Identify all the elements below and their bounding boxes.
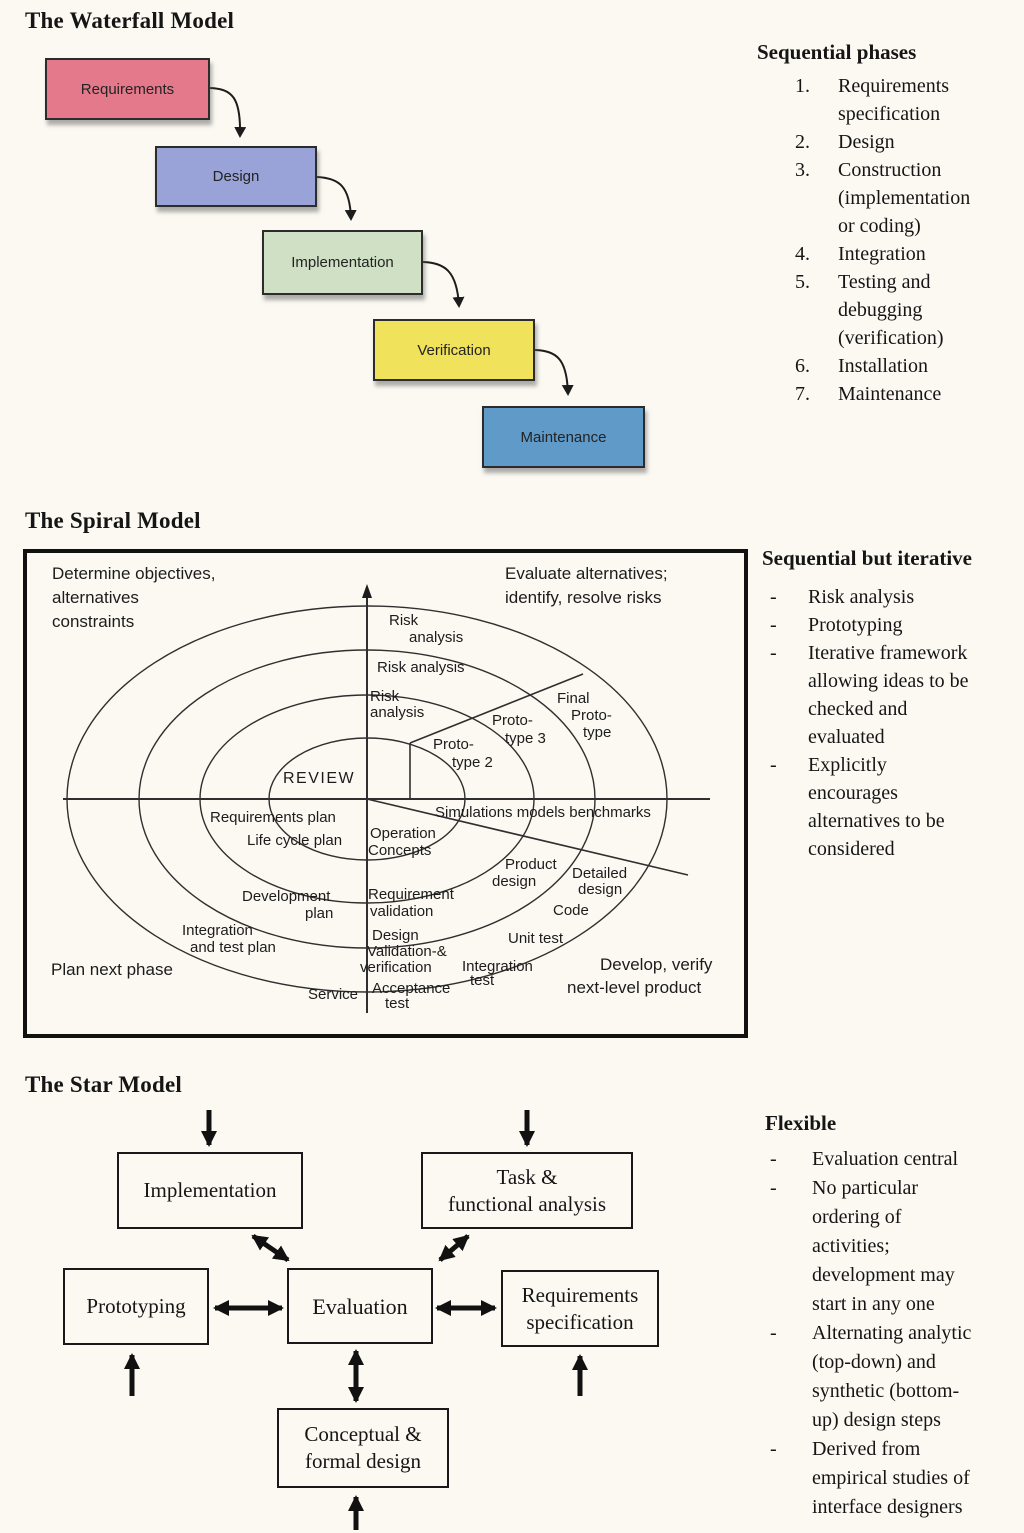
spiral-label: Validation-& bbox=[367, 943, 447, 960]
arrow-implementation-evaluation bbox=[253, 1236, 288, 1260]
spiral-label: Integration bbox=[462, 958, 533, 975]
spiral-label: REVIEW bbox=[283, 770, 356, 787]
list-item-marker: 7. bbox=[795, 383, 810, 405]
sequential-iterative-heading: Sequential but iterative bbox=[762, 546, 972, 570]
list-item-text: Construction (implementation or coding) bbox=[838, 159, 971, 237]
spiral-label: alternatives bbox=[52, 588, 139, 607]
list-item-marker: 1. bbox=[795, 75, 810, 97]
spiral-label: design bbox=[492, 873, 537, 890]
spiral-label: type bbox=[583, 724, 612, 741]
spiral-label: Proto- bbox=[492, 712, 533, 729]
spiral-label: Requirement bbox=[368, 886, 454, 903]
spiral-label: Proto- bbox=[433, 736, 474, 753]
list-item-text: Risk analysis bbox=[808, 586, 915, 608]
spiral-label: Plan next phase bbox=[51, 960, 173, 979]
list-item-text: Integration bbox=[838, 243, 926, 265]
list-item-marker: 2. bbox=[795, 131, 810, 153]
list-item bbox=[770, 1319, 1024, 1435]
star-box-implementation bbox=[117, 1152, 303, 1229]
waterfall-box-design bbox=[155, 146, 317, 207]
spiral-label: Proto- bbox=[571, 707, 612, 724]
star-box-label: Prototyping bbox=[86, 1294, 186, 1318]
spiral-label: and test plan bbox=[190, 939, 276, 956]
list-item-marker: - bbox=[770, 586, 777, 608]
spiral-label: Risk bbox=[389, 612, 419, 629]
list-item-text: Maintenance bbox=[838, 383, 942, 405]
spiral-label: identify, resolve risks bbox=[505, 588, 662, 607]
spiral-label: test bbox=[385, 995, 410, 1012]
spiral-section-title: The Spiral Model bbox=[25, 508, 201, 533]
list-item-marker: 6. bbox=[795, 355, 810, 377]
list-item-text: No particular ordering of activities; development may start in any one bbox=[812, 1177, 955, 1315]
spiral-label: analysis bbox=[409, 629, 464, 646]
spiral-label: Simulations models benchmarks bbox=[435, 804, 651, 821]
list-item-marker: - bbox=[770, 754, 777, 776]
list-item-marker: 3. bbox=[795, 159, 810, 181]
flexible-heading: Flexible bbox=[765, 1111, 837, 1135]
spiral-label: Integration bbox=[182, 922, 253, 939]
star-box-conceptual-formal-design bbox=[277, 1408, 449, 1488]
spiral-label: Evaluate alternatives; bbox=[505, 564, 668, 583]
list-item-text: Evaluation central bbox=[812, 1148, 959, 1170]
arrow-task-evaluation bbox=[440, 1236, 468, 1260]
flow-arrow-requirements-design bbox=[210, 88, 240, 136]
list-item-marker: - bbox=[770, 1148, 777, 1170]
spiral-label: Service bbox=[308, 986, 359, 1003]
list-item-marker: 5. bbox=[795, 271, 810, 293]
list-item-text: Explicitly encourages alternatives to be considered bbox=[808, 754, 945, 860]
spiral-label: Concepts bbox=[368, 842, 432, 859]
spiral-diagram bbox=[27, 553, 744, 1034]
spiral-label: Life cycle plan bbox=[247, 832, 343, 849]
list-item bbox=[770, 583, 1020, 611]
sequential-phases-list bbox=[795, 72, 1024, 408]
list-item-marker: - bbox=[770, 642, 777, 664]
list-item-text: Alternating analytic (top-down) and synthetic (bottom- up) design steps bbox=[812, 1322, 972, 1431]
spiral-label: verification bbox=[360, 959, 432, 976]
list-item bbox=[795, 72, 1024, 128]
list-item bbox=[770, 611, 1020, 639]
spiral-label: Determine objectives, bbox=[52, 564, 216, 583]
list-item bbox=[795, 128, 1024, 156]
list-item-text: Installation bbox=[838, 355, 928, 377]
list-item-text: Derived from empirical studies of interface designers bbox=[812, 1438, 970, 1518]
spiral-label: Code bbox=[553, 902, 589, 919]
star-box-label: Evaluation bbox=[312, 1293, 408, 1319]
spiral-label: Product bbox=[505, 856, 557, 873]
spiral-labels-group bbox=[51, 564, 713, 1012]
spiral-label: Development bbox=[242, 888, 331, 905]
star-box-requirements-specification bbox=[501, 1270, 659, 1347]
star-box-label: Task & functional analysis bbox=[447, 1164, 607, 1216]
spiral-label: Final bbox=[557, 690, 590, 707]
list-item bbox=[795, 380, 1024, 408]
star-section-title: The Star Model bbox=[25, 1072, 182, 1097]
list-item-marker: - bbox=[770, 1438, 777, 1460]
list-item bbox=[770, 1174, 1024, 1319]
flow-arrow-design-implementation bbox=[317, 177, 351, 219]
spiral-label: Design bbox=[372, 927, 419, 944]
list-item-text: Prototyping bbox=[808, 614, 903, 636]
list-item bbox=[795, 352, 1024, 380]
list-item bbox=[770, 1145, 1024, 1174]
spiral-label: Detailed bbox=[572, 865, 628, 882]
waterfall-section-title: The Waterfall Model bbox=[25, 8, 235, 33]
spiral-label: validation bbox=[370, 903, 434, 920]
waterfall-box-verification bbox=[373, 319, 535, 381]
flexible-list bbox=[770, 1145, 1024, 1522]
waterfall-box-implementation bbox=[262, 230, 423, 295]
spiral-label: type 2 bbox=[452, 754, 493, 771]
spiral-label: plan bbox=[305, 905, 334, 922]
list-item bbox=[795, 268, 1024, 352]
spiral-label: Acceptance bbox=[372, 980, 451, 997]
waterfall-box-label: Design bbox=[212, 168, 260, 185]
list-item bbox=[770, 639, 1020, 751]
list-item-text: Iterative framework allowing ideas to be checked and evaluated bbox=[808, 642, 969, 748]
spiral-label: Requirements plan bbox=[210, 809, 336, 826]
star-box-label: Implementation bbox=[143, 1178, 277, 1202]
axis-arrowhead-icon bbox=[362, 584, 372, 598]
list-item-marker: - bbox=[770, 1177, 777, 1199]
sequential-iterative-list bbox=[770, 583, 1020, 863]
spiral-label: analysis bbox=[370, 704, 425, 721]
spiral-diagram-panel bbox=[23, 549, 748, 1038]
star-box-task-functional-analysis bbox=[421, 1152, 633, 1229]
spiral-label: design bbox=[578, 881, 623, 898]
star-box-label: Conceptual & formal design bbox=[304, 1422, 422, 1473]
star-box-evaluation bbox=[287, 1268, 433, 1344]
flow-arrow-verification-maintenance bbox=[535, 350, 568, 394]
spiral-label: Risk analysis bbox=[377, 659, 465, 676]
waterfall-box-label: Implementation bbox=[291, 254, 394, 271]
waterfall-box-label: Maintenance bbox=[520, 428, 607, 446]
star-box-label: Requirements specification bbox=[521, 1282, 639, 1334]
spiral-label: Unit test bbox=[508, 930, 564, 947]
list-item-marker: - bbox=[770, 1322, 777, 1344]
spiral-label: type 3 bbox=[505, 730, 546, 747]
spiral-label: constraints bbox=[52, 612, 135, 631]
waterfall-box-label: Verification bbox=[417, 341, 491, 359]
waterfall-box-maintenance bbox=[482, 406, 645, 468]
list-item bbox=[795, 156, 1024, 240]
star-box-prototyping bbox=[63, 1268, 209, 1345]
list-item bbox=[770, 751, 1020, 863]
list-item-marker: - bbox=[770, 614, 777, 636]
spiral-label: Risk bbox=[370, 688, 400, 705]
list-item-marker: 4. bbox=[795, 243, 810, 265]
spiral-label: test bbox=[470, 972, 495, 989]
flow-arrow-implementation-verification bbox=[423, 262, 459, 306]
waterfall-box-label: Requirements bbox=[80, 80, 175, 98]
spiral-label: Operation bbox=[370, 825, 436, 842]
list-item bbox=[770, 1435, 1024, 1522]
list-item-text: Testing and debugging (verification) bbox=[838, 271, 944, 349]
waterfall-box-requirements bbox=[45, 58, 210, 120]
list-item bbox=[795, 240, 1024, 268]
spiral-label: Develop, verify bbox=[600, 955, 713, 974]
list-item-text: Design bbox=[838, 131, 895, 153]
list-item-text: Requirements specification bbox=[838, 75, 950, 125]
spiral-label: next-level product bbox=[567, 978, 702, 997]
sequential-phases-heading: Sequential phases bbox=[757, 40, 917, 64]
